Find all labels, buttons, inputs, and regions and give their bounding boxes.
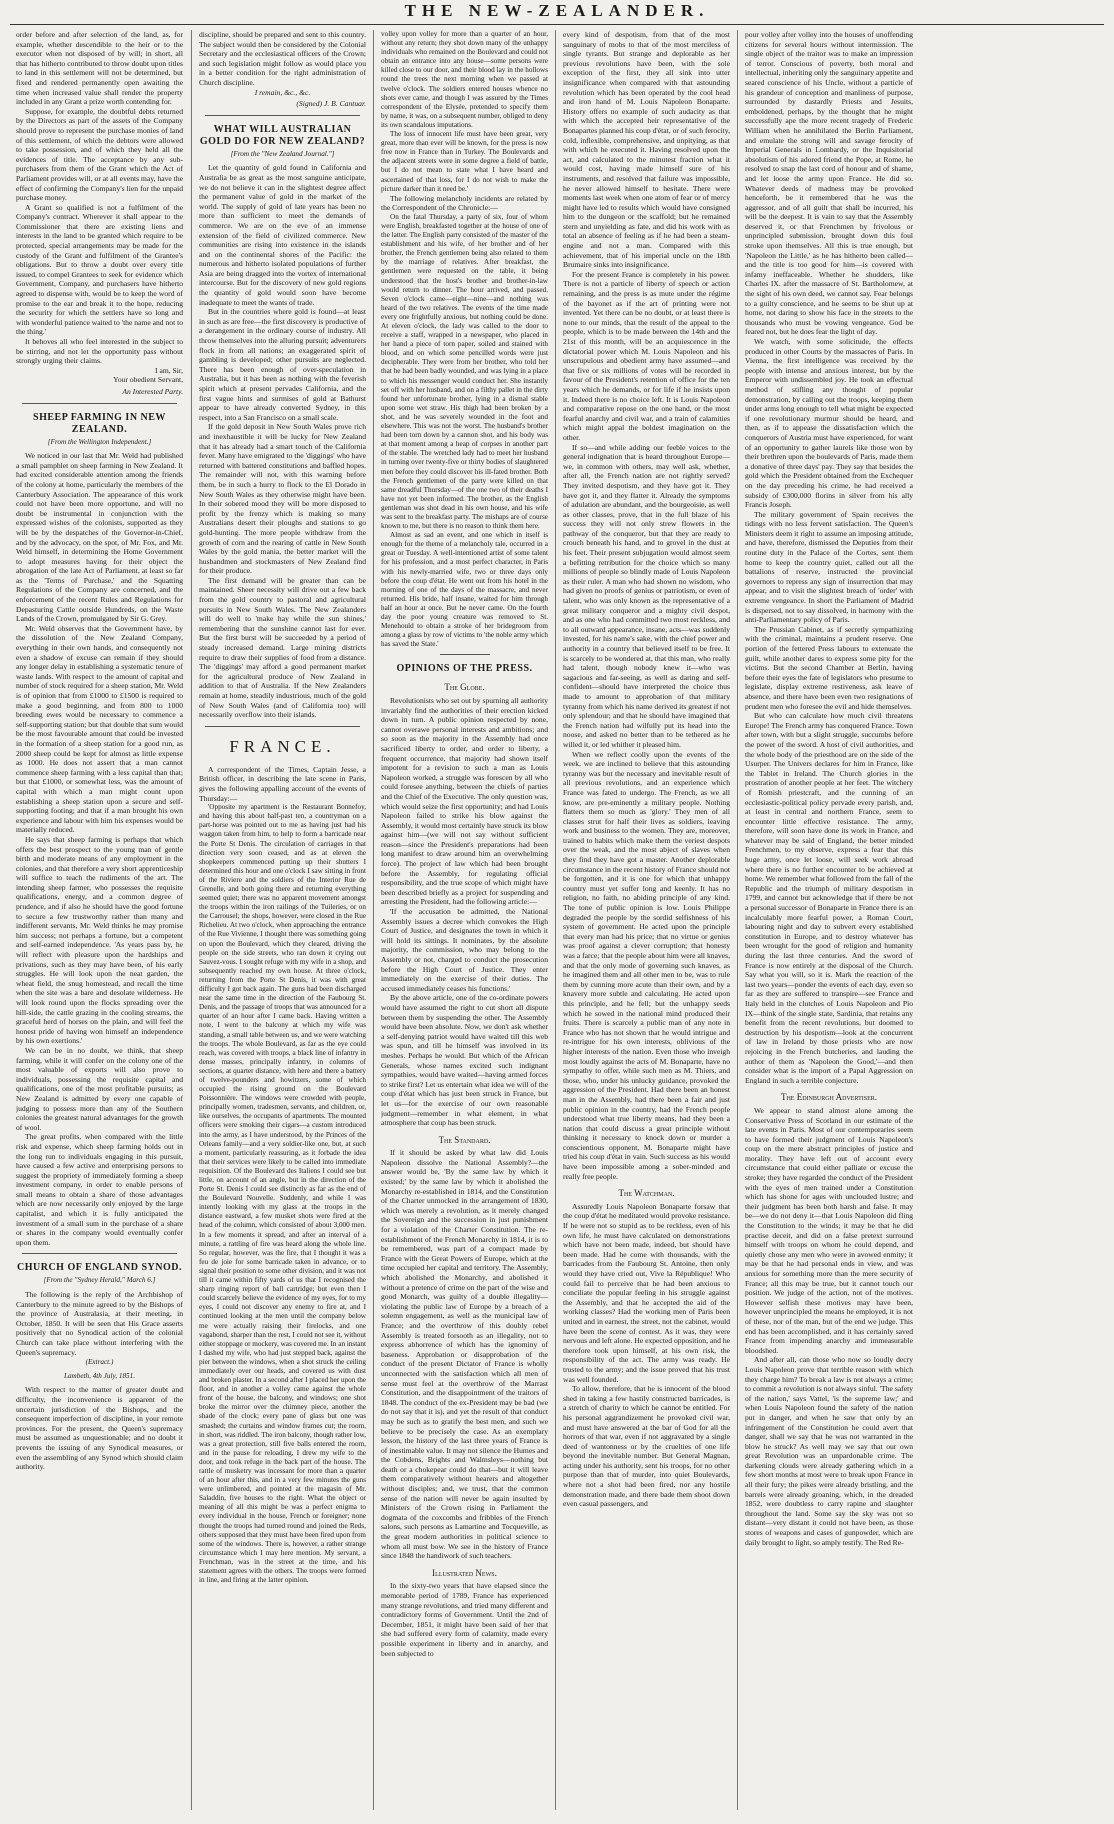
headline-australian-gold: WHAT WILL AUSTRALIAN GOLD DO FOR NEW ZEALAND? [199, 123, 366, 147]
article-paragraph: Suppose, for example, the doubtful debts returned by the Directors as part of the assets of the Company should prove to represent the purchase monies of land of this settlement, of which the debtors were allowed to take possession, and of which they held all the evidences of title. The acceptance by any sub-purchasers from them of the Grant which the Act of Parliament provides will, or at all events may, have the effect of confirming the Company's lien for the unpaid purchase money. [16, 106, 183, 203]
letter-closing: I am, Sir, [155, 365, 183, 375]
article-paragraph: We appear to stand almost alone among the Conservative Press of Scotland in our estimate of the late events in Paris. Most of our contemporaries seem to have formed their judgment of Louis Napoleon's coup on the mere abstract principles of justice and morality. They have left out of account every circumstance that could either palliate or excuse the stroke; they have regarded the conduct of the President with the eyes of men trained under a Constitution which has shone for ages with unclouded lustre; and their judgment has been both harsh and false. It may be—we do not deny it—that Louis Napoleon did fling the Constitution to the winds; it may be that he did practise deceit, and did on a false pretext surround himself with troops on whom he could depend, and quietly chose any men who were in avowed enmity; it may be that he had personal ends in view, and was anxious for something more than the mere security of France; all this may be true, but it cannot touch our position. We judge of the action, not of the motives. However selfish these motives may have been, however unprincipled the means he employed, it is not of these, nor of the man, but of the end we judge. This end has been accomplished, and it has certainly saved France from impending anarchy and immeasurable bloodshed. [745, 1105, 913, 1355]
extract-label: (Extract.) [85, 1358, 114, 1367]
article-paragraph: But who can calculate how much civil threatens Europe! The French army has conquered France. Town after town, with but a slight struggle, succumbs before the power of the sword. A host of civil authorities, and the whole body of the priesthood are on the side of the Usurper. The Univers declares for him in France, like the Tablet in Ireland. The Church glories in the prostration of another people at her feet. The witchery of Romish priestcraft, and the cunning of an ecclesiastic-political policy pervade every parish, and, at least in central and northern France, seem to encounter little effective resistance. The army, therefore, will soon have done its work in France, and whatever may be said of England, the better minded Frenchmen, to my observe, express a fear that this huge army, once let loose, will seek work abroad where there is no further encounter to be achieved at home. We remember what followed from the fall of the Republic and the triumph of military despotism in 1799, and cannot but acknowledge that if there be not a personal successor of Bonaparte in France there is an incalculably more fearful power, a Roman Court, labouring night and day to subvert every established constitution in Europe, and to destroy whatever has been wrought for the good of religion and humanity during the last three centuries. And the sword of France is now entirely at the disposal of the Church. Say what you will, so it is. Mark the reaction of the last two years—ponder the events of each day, even so far as they are suffered to transpire—see France and Italy held in the clutches of Louis Napoleon and Pio IX—think of the single state, Sardinia, that retains any benefit from the recent revolutions, but doomed to destruction by his despotism—look at the concurrent of law in Ireland by those priests who are now rejoicing in the French butcheries, and lauding the author of them as 'Napoleon the Good,'—and then consider what is the import of a Papal Aggression on England in such a terrible conjecture. [745, 711, 913, 1085]
article-paragraph: Revolutionists who set out by spurning all authority invariably find the authorities of their erection kicked down in turn. A public opinion respected by none, cannot overawe personal interests and ambitions; and so soon as the majority in the Assembly had once sacrificed liberty to order, and order to liberty, a frequent occurrence, that majority had shown itself impotent for a revision to such a man as Louis Napoleon worked, a struggle was forescen by all who could foresee anything, between the chiefs of parties and the Chief of the Executive. The only question was, which would seize the first opportunity; and had Louis Napoleon failed to strike his blow against the Assembly, it would most certainly have struck its blow against him—(we will not say without sufficient reason—since the President's preparations had been long manifest to draw around him an overwhelming force). The project of law which had been brought before the Assembly, for regulating official responsibility, and the true scope of which might have been described briefly as a project for suspending and arresting the President, had the following article:— [381, 695, 548, 907]
article-paragraph: order before and after selection of the land, as, for example, whether descendible to the heir or to the executor when not disposed of by will; in short, all that has hitherto contributed to throw doubt upon titles to land in this settlement will not be determined, but fixed and rendered permanently open awaiting the time when increased value shall render the property included in any Grant a prize worth contending for. [16, 30, 183, 107]
article-paragraph: On the fatal Thursday, a party of six, four of whom were English, breakfasted together at the house of one of the latter. The English party consisted of the master of the establishment and his wife, of her brother and of her brother, the French gentlemen being also related to them by the marriage of relatives. After breakfast, the gentlemen were requested on the table, it being understood that the host's brother and brother-in-law would return to dinner. The hour arrived, and passed. Seven o'clock came—eight—nine—and nothing was heard of the two relatives. The events of the time made every one frightfully anxious, but nothing could be done. At eleven o'clock, the lady was called to the door to receive a staff, wrapped in a newspaper, who placed in her hand a piece of torn paper, soiled and stained with blood, and on which some pencilled words were just decipherable. They were from her brother, who told her that he had been badly wounded, and was lying in a place to which his messenger would conduct her. She instantly set off with her husband, and on a filthy pallet in the dirty found her unfortunate brother, lying in a dismal stable upon some wet straw. His thigh had been broken by a shot, and he was severely wounded in the foot and elsewhere. This was not the worst. The husband's brother had been torn down by a cannon shot, and his body was at that moment among a heap of corpses in another part of the stable. The wretched lady had to meet her husband in turning over twenty-five or thirty bodies of slaughtered men before they could discover his ill-fated brother. Both the French gentlemen of the party were killed on that same dreadful Thursday—of the one two of their deaths I have not yet been informed. The brother, as the English gentleman was shot dead in his own house, and his wife was sent to the breakfast party. The mishaps are of course known to me, but there is no reason to think them here. [381, 212, 548, 531]
article-paragraph: The Prussian Cabinet, as if secretly sympathizing with the criminal, maintains a prudent reserve. One portion of the fettered Press labours to extenuate the guilt, while another dares to express some pity for the victims. But the second Chamber at Berlin, having before their eyes the fate of legislators who presume to legislate, display extreme restiveness, ask leave of absence, and there have been even two resignations of prudent men who foresee the evil and hide themselves. [745, 624, 913, 711]
article-paragraph: 'Opposite my apartment is the Restaurant Bonnefoy, and having this about half-past ten, a countryman on a part-horse was pointed out to me as having just had his waggon taken from him, to help to form a barricade near the Porte St Denis. The circulation of carriages in that direction very soon ceased, and as at eleven the shopkeepers commenced putting up their shutters I determined this hour and one o'clock I saw sitting in front of the Riviere and the soldiers of the Interior Rue de Grenelle, and both going there and returning everything seemed quiet; there was no apparent movement amongst the troops within the iron railings of the Tuileries, or on the Carrousel; the shops, however, were closed in the Rue Richelieu. At two o'clock, when approaching the entrance of the Rue Vivienne, I thought there was something going on upon the Boulevard, which they cleared, driving the people on the side streets, who ran down it crying out Sauvez-vous. I sought refuge with my wife in a shop, and subsequently reached my own house. At three o'clock, returning from the Porte St Denis, it was with great difficulty I got back again. The guns had been discharged near the same time in the direction of the Faubourg St. Denis, and the passage of troops that was announced for a quarter of an hour after I came back. Having written a note, I went to the balcony at which my wife was standing, a small table between us, and we were watching the troops. The whole Boulevard, as far as the eye could reach, was covered with troops, a black line of infantry in dense masses, principally infantry, in columns of sections, at quarter distance, with here and there a battery of twelve-pounders and howitzers, some of which occupied the rising ground on the Boulevard Poissonnière. The windows were crowded with people, principally women, tradesmen, servants, and children, or, like ourselves, the occupants of apartments. The mounted officers were smoking their cigars—a custom introduced into the army, as I have understood, by the Princes of the Orleans family—and a very soldier-like one, but, at such a moment, particularly reassuring, as it forbade the idea that their services were likely to be called into immediate requisition. Of the Boulevard des Italiens I could see but little, on account of an angle, but in the direction of the Porte St. Denis I could see distinctly as far as the end of the Boulevard Nouvelle. Suddenly, and while I was intently looking with my glass at the troops in the distance eastward, a few musket shots were fired at the head of the column, which consisted of about 3,000 men. In a few moments it spread, and after an interval of a minute, a rattling of fire was heard along the whole line. So regular, however, was the fire, that I thought it was a feu de joie for some barricade taken in advance, or to signal their position to some other division, and it was not till it came within fifty yards of us that I recognised the sharp ringing report of ball cartridge; but even then I could scarcely believe the evidence of my eyes, for to my eyes, I could not discover any enemy to fire at, and I continued looking at the men until the company below me were actually raising their firelocks, and one vagabond, sharper than the rest, I could not see it, without either stoppage or mockery, was covered me. In an instant I dashed my wife, who had just stepped back, against the pier between the windows, when a shot struck the ceiling immediately over our heads, and covered us with dust and broken plaster. In a second after I placed her upon the floor, and in another a volley came against the whole front of the house, the balcony, and windows; one shot broke the mirror over the chimney piece, another the shade of the clock; every pane of glass but one was smashed; the curtains and window frames cut; the room, in short, was riddled. The iron balcony, though rather low, was a great protection, still five balls entered the room, and in the pause for reloading, I drew my wife to the door, and took refuge in the back part of the house. The rattle of musketry was incessant for more than a quarter of an hour after this, and in a very few minutes the guns were unlimbered, and pointed at the magasin of Mr. Saladdin, five houses to the right. What the object or meaning of all this might be was a perfect enigma to every individual in the house, French or foreigner; none thought the troops had turned round and joined the Reds, others supposed that they must have been fired upon from some of the windows. There is, however, a rather strange circumstance which I may here mention. My servant, a Frenchman, was in the street at the time, and his statement agrees with the others. The troops were formed in line, and firing at the latter opinion. [199, 803, 366, 1585]
section-divider [22, 403, 177, 404]
column-rule [373, 30, 374, 1810]
article-paragraph: Almost as sad an event, and one which in itself is enough for the theme of a melancholy tale, occurred in a great or Tuesday. A well-intentioned artist of some talent for his profession, and a most perfect character, in Paris with his newly-married wife, two or three days only before the coup d'état. He went out from his hotel in the morning of one of the days of the massacre, and never returned. His bride, half insane, waited for him through half an hour at once. But he never came. On the fourth day the poor young creature was removed to St. Menehould to obtain a stroke of her bridegroom from among a glass by row of victims to 'the noble army which has saved the State.' [381, 531, 548, 649]
article-paragraph: We watch, with some solicitude, the effects produced in other Courts by the massacres of Paris. In Vienna, the first intelligence was received by the people with intense and anxious interest, but by the Emperor with undissembled joy. He took an effectual method of stifling any thought of popular demonstration, by calling out the troops, keeping them under arms long enough to tell what might be expected if one revolutionary murmur should be heard, and then, as if to appease the dissatisfaction which the conquerors of Austria must have experienced, for want of an opportunity to gather laurels like those won by their brethren upon the boulevards of Paris, made them a donative of three days' pay. They say that besides the gold which the President obtained from the Exchequer on the day preceding his crime, he had received a subsidy of £300,000 florins in silver from his ally Francis Joseph. [745, 337, 913, 510]
headline-sheep-farming: SHEEP FARMING IN NEW ZEALAND. [33, 411, 166, 435]
section-divider [205, 115, 360, 116]
section-heading-standard: The Standard. [438, 1134, 491, 1145]
article-paragraph: It behoves all who feel interested in the subject to be stirring, and not let the opportunity pass without strongly urging their claims. [16, 337, 183, 366]
column-rule [191, 30, 192, 1810]
letter-signature: (Signed) J. B. Cantuar. [296, 99, 366, 109]
article-paragraph: Assuredly Louis Napoleon Bonaparte forsaw that the coup d'état he meditated would provoke resistance. If he were not so stupid as to be reckless, even of his own life, he must have calculated on demonstrations which have not been made, indeed, but should have been made. Had he come with thousands, with the barricades from the Faubourg St. Antoine, then only would they have cried out, Vive la République! Who could fail to perceive that he had been anxious to conciliate the popular feeling in his struggle against the Assembly, and that he accepted the aid of the working classes? Had the working men of Paris been united and in earnest, the street, not the cabinet, would have been the scene of contest. As it was, they were nervous and left alone. He expected opposition, and he therefore took upon himself, at his own risk, the responsibility of the act. The army was ready. He trusted to the army; and the issue proved that his trust was well founded. [563, 1201, 730, 1384]
article-paragraph: volley upon volley for more than a quarter of an hour, without any return; they shot down many of the unhappy individuals who remained on the Boulevard and could not obtain an entrance into any house—some persons were killed close to our door, and their blood lay in the hollows round the trees the next morning when we passed at twelve o'clock. The soldiers entered houses whence no shots ever came, and though I was assured by the Times correspondent of the Elysée, pretended to specify them by name, it was, on a subsequent number, obliged to deny its own scandalous imputations. [381, 30, 548, 129]
letter-closing-2: Your obedient Servant, [113, 375, 183, 385]
letter-signature: An Interested Party. [122, 386, 183, 396]
source-line: [From the Wellington Independent.] [47, 437, 152, 446]
article-paragraph: But in the countries where gold is found—at least in such as are free—the first discovery is productive of a derangement in the ordinary course of industry. All throw themselves into the alluring pursuit; adventurers flock in from all nations; an exaggerated spirit of gambling is developed; other pursuits are neglected. There has been enough of over-speculation in Australia, but it has been as nothing with the feverish spirit which at present pervades California, and the first vague hints and surmises of gold at Bathurst appear to have already converted Sydney, in this respect, into a San Francisco on a small scale. [199, 307, 366, 422]
section-heading-globe: The Globe. [444, 682, 485, 693]
article-paragraph: The first demand will be greater than can be maintained. Sheer necessity will drive out a few back from the gold country to pastoral and agricultural pursuits in New South Wales. The New Zealanders will do well to 'make hay while the sun shines,' remembering that the sunshine cannot last for ever. But the first burst will be succeeded by a period of steady increased demand. Large mining districts require to draw their supplies of food from a distance. The 'diggings' may afford a good permanent market for the agricultural produce of New Zealand in addition to that of Australia. If the New Zealanders remain at home, steadily industrious, much of the gold of New South Wales (and of California too) will necessarily overflow into their islands. [199, 575, 366, 720]
section-heading-watchman: The Watchman. [618, 1188, 675, 1199]
article-paragraph: To allow, therefore, that he is innocent of the blood shed in taking a few hastily constructed barricades, is a stretch of charity to which he cannot be entitled. For his personal aggrandizement he provoked civil war, and must have answered at the bar of God for all the horrors of that war, even if not aggravated by a single deed of wantonness or by the cruelties of one life beyond the inevitable number. But General Magnan, acting under his authority, sent his troops, for no other purpose than that of murder, into quiet Boulevards, where not a shot had been fired, nor any hostile demonstration made, and there bade them shoot down even casual passengers, and [563, 1384, 730, 1509]
article-paragraph: The loss of innocent life must have been great, very great, more than ever will be known, for the press is now free now in France than in Turkey. The Boulevards and the adjacent streets were in some degree a field of battle, but I do not mean to state what I have heard and ascertained of that loss, for I do not wish to make the picture darker than it need be.' [381, 130, 548, 193]
column-5 [745, 30, 913, 1810]
column-2 [199, 30, 366, 1810]
headline-opinions-of-the-press: OPINIONS OF THE PRESS. [396, 663, 533, 675]
article-paragraph: pour volley after volley into the houses of unoffending citizens for several hours without intermission. The single object of the traitor was to make an impression of terror. Conscious of poverty, both moral and intellectual, inheriting only the sanguinary appetite and seared conscience of his Uncle, without a particle of his grandeur of conception and manliness of purpose, surrounded by dastardly Priests and Jesuits, emboldened, perhaps, by the thought that he might successfully ape the more recent tragedy of Frederic William when he annihilated the Berlin Parliament, and emulate the strong will and savage ferocity of Imperial Generals in Lombardy, or the Inquisitorial absolutism of his adored friend the Pope, at Rome, he resolved to snap the last cord of honour and of shame, and let loose the army upon France. He did so. Whatever deeds of madness may be provoked henceforth, be it remembered that he was the aggressor, and of all guilt that shall be incurred, his will be the deepest. It is vain to say that the Assembly deserved it, or that Frenchmen by frivolous or unprincipled submission, brought down this foul stroke upon themselves. All this is true enough, but 'Napoleon the Little,' as he has hitherto been called—and the title is too good for him—is covered with infamy ineffaceable. Whether he shudders, like Charles IX. after the massacre of St. Bartholomew, at the sight of his own deed, we cannot say. Fear belongs to a guilty conscience, and he seems to be shut up at home, not daring to show his face in the streets to the thousands who must be vowing vengeance. God be feared not, but he does fear the light of day. [745, 30, 913, 337]
article-paragraph: With respect to the matter of greater doubt and difficulty, the inconvenience is apparent of the uncertain jurisdiction of the Bishops, and the consequent imperfection of discipline, in your remote provinces. For the present, the Queen's supremacy must be assumed as unquestionable; and no doubt it prevents the issuing of any Synodical measures, or even the assembling of any Synod which should claim authority. [16, 1385, 183, 1472]
article-paragraph: We noticed in our last that Mr. Weld had published a small pamphlet on sheep farming in New Zealand. It had excited considerable attention among the friends of the colony at home, particularly the members of the Canterbury Association. The appearance of this work could not have been more opportune, and will no doubt be instrumental in conjunction with the expressed wishes of the colonists, supported as they will be by the despatches of the Governor-in-Chief, and by the advocacy, on the spot, of Mr. Fox, and Mr. Weld himself, in determining the Home Government to adopt measures having for their object the abrogation of the late Act of Parliament, at least so far as the 'Terms of Purchase,' and the Squatting Regulations of the Company are concerned, and the enforcement of the recent Rules and Regulations for Depasturing Cattle outside Hundreds, on the Waste Lands of the Crown, promulgated by Sir G. Grey. [16, 451, 183, 624]
article-paragraph: In the sixty-two years that have elapsed since the memorable period of 1789, France has experienced many strange revolutions, and tried many different and contradictory forms of Government. Until the 2nd of December, 1851, it might have been said of her that she had suffered every form of calamity, made every possible experiment in liberty and in anarchy, and been subjected to [381, 1581, 548, 1658]
column-4 [563, 30, 730, 1810]
column-rule [555, 30, 556, 1810]
article-paragraph: And after all, can those who now so loudly decry Louis Napoleon prove that terrible reason with which they charge him? To break a law is not always a crime; to commit a revolution is not always sinful. 'The safety of the nation,' says Vattel, 'is the supreme law;' and when Louis Napoleon found the safety of the nation put in danger, and when he saw that only by an infringement of the Constitution he could avert that danger, shall we say that he was not warranted in the blow he struck? As well may we say that our own great Revolution was an unpardonable crime. The darkening clouds were already gathering which in a few short months at most were to break upon France in all their fury; the pikes were already bristling, and the barrels were already groaning, which, in the dreaded 1852, were doubtless to carry rapine and slaughter throughout the land. Some say the sky was not so distant—very distant it could not have been, as those stores of weapons and cases of gunpowder, which are daily brought to light, so amply testify. The Red Re- [745, 1355, 913, 1547]
article-paragraph: Let the quantity of gold found in California and Australia be as great as the most sanguine anticipate, we do not believe it can in the slightest degree affect the permanent value of gold in the market of the world. The supply of gold of late years has been no more than sufficient to meet the demands of commerce. We are on the eve of an immense extension of the field of civilized commerce. New communities are rising into existence in the islands and on the continental shores of the Pacific: the numerous and hitherto isolated populations of further Asia are being dragged into the vortex of international intercourse. But for the discovery of new gold regions the quantity of gold would soon have become inadequate to meet the wants of trade. [199, 163, 366, 307]
letter-closing: I remain, &c., &c. [254, 87, 311, 97]
article-paragraph: The military government of Spain receives the tidings with no less fervent satisfaction. The Queen's Ministers deem it right to assume an imposing attitude, and have, therefore, dismissed the Deputies from their routine duty in the Palace of the Cortes, sent them home to keep the country quiet, called out all the battalions of reserve, instructed the provincial governors to repress any sign of insurrection that may appear, and to visit the slightest breach of 'order' with extreme vengeance. In short the Parliament of Madrid is dispersed, not to say dissolved, in harmony with the anti-Parliamentary policy of Paris. [745, 509, 913, 625]
section-divider [440, 654, 490, 655]
section-divider [205, 726, 360, 727]
article-paragraph: If the gold deposit in New South Wales prove rich and inexhaustible it will be lucky for New Zealand that it has already had a smart touch of the California fever. Many have emigrated to the 'diggings' who have returned with battered constitutions and baffled hopes. The remainder will not, with this warning before them, be in such a hurry to flock to the El Dorado in New South Wales as they otherwise might have been. In their sobered mood they will be more disposed to profit by the frenzy which is making so many Australians desert their ploughs and stations to go gold-hunting. The more people withdraw from the growth of corn and the rearing of cattle in New South Wales by the gold mania, the better market will the husbandmen and stockmasters of New Zealand find for their produce. [199, 422, 366, 576]
article-paragraph: discipline, should be prepared and sent to this country. The subject would then be considered by the Colonial Secretary and the ecclesiastical officers of the Crown; and such legislation might follow as would place you in a better condition for the right administration of Church discipline. [199, 30, 366, 87]
article-paragraph: A Grant so qualified is not a fulfilment of the Company's contract. Wherever it shall appear to the Commissioner that there are existing liens and interests in the land to be granted which require to be protected, special arrangements may be made for the custody of the Grant and fulfilment of the Grantee's obligations. But to throw a doubt over every title issued, to compel Grantees to seek for evidence which Government, Company, and purchasers have hitherto agreed to dispense with, would be to keep the word of promise to the ear and break it to the hope, reducing the security for which the settlers have so long and with wonderful patience waited to 'the name and not to the thing.' [16, 202, 183, 337]
article-paragraph: If so—and while adding our feeble voices to the general indignation that is heard throughout Europe—we, in common with others, may well ask, whether, after all, the French nation are not rightly served? They invited despotism, and they have got it. They have got it, and they flatter it. Already the symptoms of adulation are abundant, and the bourgeoisie, as well as other classes, prove, that in the full blaze of his success they will not only strew flowers in the pathway of the conqueror, but that they are ready to crouch beneath his hand, and to grovel in the dust at his feet. Their present subjugation would almost seem a befitting retribution for the choice which so many millions of people so blindly made of Louis Napoleon as their ruler. A man who had shown no wisdom, who had given no proofs of genius or patriotism, or even of talent, who was only known as the representative of a great military conqueror and a mighty civil despot, and as one who had committed two most reckless, and to all outward appearance, insane, acts—was suddenly invested, for his name's sake, with the chief power and authority in a country that believed itself to be free. It is scarcely to be wondered at, that this man, who really had talent, though nobody knew it—who was sagacious and far-seeing, as well as daring and self-confident—should have interpreted the choice thus made to amount to approbation of that military tyranny from which his name derived its greatest if not only splendour; and that he should have imagined that the French nation had wilfully put its head into the noose, and asked no better than to be tethered as he willed it, or led whither it pleased him. [563, 442, 730, 749]
section-heading-illustrated-news: Illustrated News. [432, 1567, 497, 1578]
article-paragraph: By the above article, one of the co-ordinate powers would have assumed the right to cut short all dispute between them by suspending the other. The Assembly would have been absolute. Now, we don't ask whether a self-denying patriot would have waited till this web was spun, and till he himself was involved in its meshes. Perhaps he would. But which of the African Generals, whose names excited such indignant sympathies, would have waited—having armed forces to strike first? Let us entertain what idea we will of the coup d'état which has just been struck in France, but let us—for the exercise of our own reasonable judgment—remember in what element, in what atmosphere that coup has been struck. [381, 993, 548, 1128]
article-paragraph: The great profits, when compared with the little risk and expense, which sheep farming holds out in the long run to individuals engaging in this pursuit, have caused a few active and enterprising persons to suggest the propriety of immediately forming a sheep investment company, in order to enable persons of small means to obtain a share of those advantages which are now necessarily only enjoyed by the large capitalist, and which it is fully anticipated the investment of a small sum in the purchase of a share or shares in the company would eventually confer upon them. [16, 1132, 183, 1247]
dateline: Lambeth, 4th July, 1851. [63, 1371, 136, 1380]
column-3 [381, 30, 548, 1810]
column-rule [737, 30, 738, 1810]
article-paragraph: If it should be asked by what law did Louis Napoleon dissolve the National Assembly?—the answer would be, 'By the same law by which it existed;' by the same law by which it abolished the Monarchy re-established in 1814, and the Constitution of the Charter unmocked in the arrangement of 1830, which was merely a revolution, as it merely changed the Sovereign and the succession in just punishment for a violation of the Charter Constitution. The re-establishment of the French Monarchy in 1814, it is to be remembered, was part of a compact made by France with the Great Powers of Europe, which at the time occupied her capital and territory. The Assembly, which abolished the Monarchy, and abolished it without a pretence of crime on the part of the wise and good Monarch, was guilty of a double illegality—violating the public law of Europe by a breach of a solemn engagement, as well as the municipal law of France; and the overthrow of this doubly rebel Assembly is treated forsooth as an illegality, not to express abhorrence of which has the ignominy of baseness. Approbation or disapprobation of the conduct of the present Dictator of France is wholly unconnected with the satisfaction which all men of sense must feel at the overthrow of the Marrast Constitution, and the disappointment of the traitors of 1848. The conduct of the ex-President may be bad (we do not say that it is), and yet the result of that conduct may be such as to gratify the best men, and such we believe to be precisely the case. As an exemplary lesson, the history of the last three years of France is of inestimable value. It may not silence the Humes and the Cobdens, Brights and Walmsleys—nothing but death or a chokepear could do that—but it will leave them comparatively without hearers and altogether without disciples; and, we trust, that the common sense of the nation will never be again insulted by Ministers of the Crown rising in Parliament the dogmata of the coxcombs and fribbles of the French salons, such persons as Lamartine and Tocqueville, as the great modern authorities in political science to whom all must bow. We see in the history of France since 1848 the handiwork of such teachers. [381, 1148, 548, 1561]
article-paragraph: We can be in no doubt, we think, that sheep farming, while it will confer on the colony one of the most valuable of exports will also prove to individuals, possessing the requisite capital and qualifications, one of the most profitable pursuits; as New Zealand is admitted by every one capable of judging to possess more than any of the Southern colonies the greatest natural advantages for the growth of wool. [16, 1045, 183, 1132]
source-line: [From the "Sydney Herald," March 6.] [43, 1276, 156, 1285]
article-paragraph: The following is the reply of the Archbishop of Canterbury to the minute agreed to by the Bishops of the province of Australasia, at their meeting, in October, 1850. It will be seen that His Grace asserts positively that no Synodical action of the colonial Church can take place without interfering with the Queen's supremacy. [16, 1290, 183, 1357]
article-paragraph: every kind of despotism, from that of the most sanguinary of mobs to that of the most merciless of single tyrants. But strange and deplorable as her previous revolutions have been, with the sole exception of the first, they all sink into utter insignificance when compared with that astounding revolution which has been operated by the cool head and iron hand of M. Louis Napoleon Bonaparte. History offers no example of such audacity as that with which the accepted heir representative of the Bonapartes planned his coup d'état, or of such ferocity, cold, inflexible, comprehensive, and unpitying, as that with which he executed it. Having resolved upon the act, and calculated to the minutest fraction what it would cost, having made himself sure of his instruments, and resolved that failure was impossible, he never allowed himself to hesitate. There were moments last week when one atom of fear or of mercy might have led to results which would have consigned him to the dungeon or the scaffold; but he remained stern and unyielding as fate, and did his work with as total an absence of feeling as if he had been a steam-engine and not a man. Compared with this achievement, that of his imperial uncle on the 18th Brumaire sinks into insignificance. [563, 30, 730, 270]
source-line: [From the "New Zealand Journal."] [230, 149, 335, 158]
article-paragraph: 'If the accusation be admitted, the National Assembly issues a decree which convokes the High Court of Justice, and designates the town in which it will hold its sittings. It nominates, by the absolute majority, the commission, who may belong to the Assembly or not, charged to conduct the prosecution before the High Court of Justice. They enter immediately on the exercise of their duties. The accused immediately ceases his functions.' [381, 907, 548, 993]
section-heading-edinburgh-advertiser: The Edinburgh Advertiser. [780, 1092, 878, 1103]
section-divider [22, 1253, 177, 1254]
article-paragraph: A correspondent of the Times, Captain Jesse, a British officer, in describing the late scene in Paris, gives the following appalling account of the events of Thursday:— [199, 764, 366, 803]
article-paragraph: He says that sheep farming is perhaps that which offers the best prospect to the young man of gentle birth and moderate means of any employment in the colonies, and that therefore a very short apprenticeship will suffice to teach the rudiments of the art. The intending sheep farmer, who possesses the requisite qualifications, energy, and a common degree of prudence, and if also he should have the good fortune to secure a few trustworthy rather than many and indifferent servants, Mr. Weld thinks he may promise him success; not perhaps a fortune, but a competent and self-earned independence. 'As years pass by, he will reflect with pleasure upon the hardships and privations, such as they may have been, of his early struggles. He will look upon the neat garden, the wheat field, the snug homestead, and recall the time when the site was a bare and desolate wilderness. He will look round upon the flocks spreading over the hill-side, the cattle grazing in the cooling streams, the graceful herd of horses on the plain, and will feel the honest pride of having won himself an independence by his own exertions.' [16, 834, 183, 1046]
headline-church-synod: CHURCH OF ENGLAND SYNOD. [17, 1262, 182, 1274]
column-1 [16, 30, 183, 1810]
masthead-rule [10, 24, 1104, 25]
masthead: THE NEW-ZEALANDER. [404, 1, 710, 20]
headline-france: FRANCE. [229, 736, 336, 756]
article-paragraph: Mr. Weld observes that the Government have, by the dissolution of the New Zealand Company, everything in their own hands, and consequently not even a shadow of excuse can remain if they should any longer delay in establishing a systematic tenure of waste lands. With respect to the amount of capital and number of stock required for a sheep station, Mr. Weld is of opinion that from £1000 to £1500 is required to make a good beginning, and from 800 to 1000 breeding ewes would be necessary to commence a self-supporting station; but that double that sum would be the most favourable amount that could be invested in the formation of a sheep station for a good run, as 2000 sheep could be kept for almost as little expense as 1000. He does not assert that a man cannot commence sheep farming with a less capital than that; but that £1000, or somewhat less, was the amount of capital with which a man might count upon establishing a sheep station upon a secure and self-supporting footing; and that if a man brought his own experience and labour with him his expenses would be materially reduced. [16, 623, 183, 835]
article-paragraph: When we reflect coolly upon the events of the week, we are inclined to believe that this astounding tyranny was but the necessary and inevitable result of all previous revolutions, and an experience which France was fated to undergo. The French, as we all know, are pre-eminently a military people. Nothing flatters them so much as 'glory.' They men of all classes strut for half their lives as soldiers, leaving work and business to the women. They are, moreover, trained to habits which make them the veriest despots over the weak, and the most abject of slaves when they find they have got a master. Another deplorable circumstance in the recent history of France should not be forgotten, and it is one for which that unhappy country must yet suffer long and keenly. It has no religion, no faith, no abiding principle of any kind. The tone of public opinion is low. Louis Philippe degraded the people by the sordid selfishness of his system of government. He acted upon the principle that every man had his price; that no virtue or genius was proof against a clever corruption; that honesty was a farce; that the people about him were all knaves, and that the only mode of governing such knaves, as he imagined them and all other men to be, was to rule them by cunning more acute than their own, and by a knavery more subtle and calculating. He acted upon this principle, and he fell; but the unhappy seeds which he sowed in the national mind produced their fruits. There is scarcely a public man of any note in France who has not shown that he would intrigue and re-intrigue for his own interests, oblivious of the higher interests of the nation. Even those who inveigh most loudly against the acts of M. Bonaparte, have no sympathy to offer, while such men as M. Thiers, and those, who, under his unlucky guidance, provoked the aggression of the President. Had there been an honest man in the Assembly, had there been a fair and just public opinion in the country, had the French people understood what true liberty means, had they been a nation that could discuss a great principle without thinking it necessary to knock down or murder a conscientious opponent, M. Bonaparte might have tried his coup d'état in vain. Such success as his would have been impossible among a sober-minded and really free people. [563, 749, 730, 1181]
article-paragraph: The following melancholy incidents are related by the Correspondent of the Chronicle:— [381, 193, 548, 213]
article-paragraph: For the present France is completely in his power. There is not a particle of liberty of speech or action remaining, and the press is as mute under the régime of the bayonet as if the art of printing were not invented. Yet there can be no doubt, or at least there is none to our minds, that the result of the appeal to the people, which is to be made between the 14th and the 21st of this month, will be an acquiescence in the dictatorial power which M. Louis Napoleon and his unscrupulous and obedient army have assumed—and that five or six millions of votes will be recorded in favour of the President's retention of office for the ten years which he demands, or for life if he insists upon it. Indeed there is no choice left. It is Louis Napoleon and comparative repose on the one hand, or the most fearful anarchy and civil war, and a train of calamities which might appal the boldest imagination on the other. [563, 269, 730, 442]
